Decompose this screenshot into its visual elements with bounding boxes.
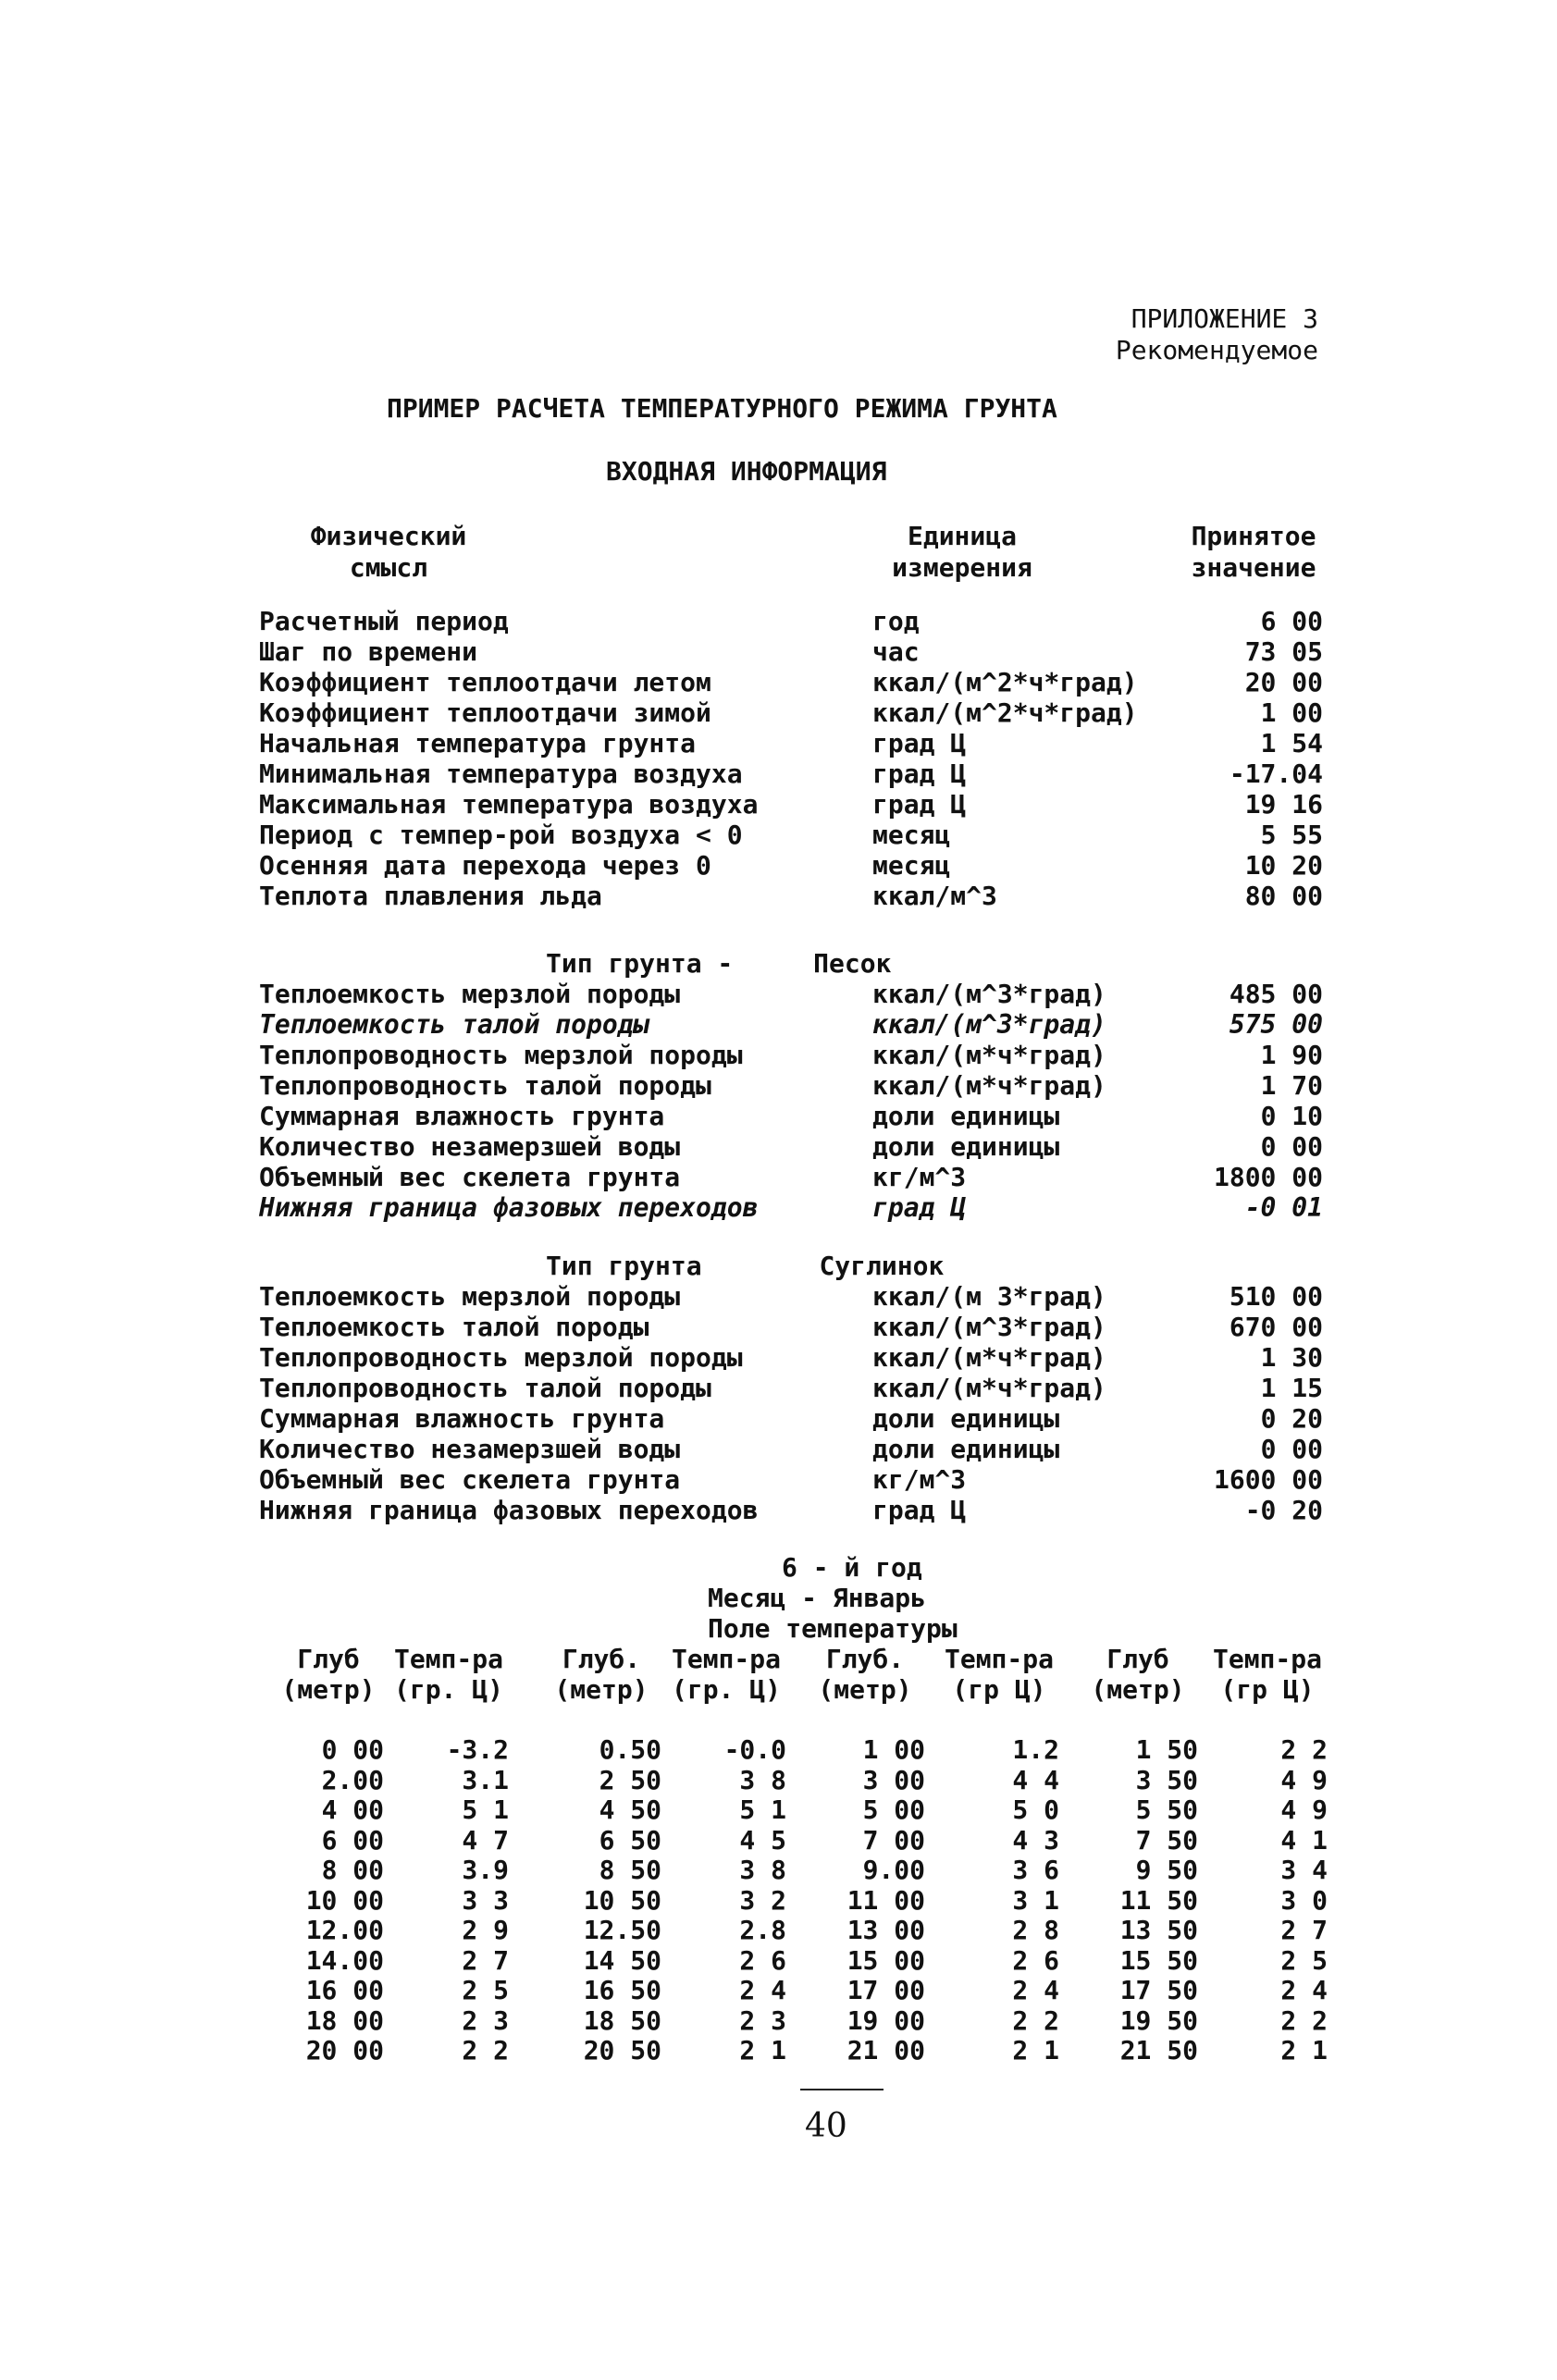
result-month: Месяц - Январь — [708, 1583, 927, 1613]
soil2-param-row — [259, 1342, 1323, 1373]
soil2-param-value: 1 15 — [1260, 1373, 1323, 1403]
soil1-param-row — [259, 1070, 1323, 1101]
temperature-cell: 4 7 — [462, 1824, 509, 1856]
general-param-row — [259, 697, 1323, 728]
soil1-param-row — [259, 1101, 1323, 1131]
general-param-value: 73 05 — [1244, 636, 1323, 667]
general-param-row — [259, 728, 1323, 758]
general-param-name: Шаг по времени — [259, 636, 478, 667]
depth-cell: 20 00 — [305, 2035, 384, 2066]
temperature-header: Темп-ра — [1212, 1644, 1322, 1674]
depth-header: Глуб. — [825, 1644, 905, 1674]
soil1-param-name: Теплоемкость талой породы — [259, 1009, 649, 1040]
appendix-number: ПРИЛОЖЕНИЕ 3 — [1131, 303, 1318, 334]
soil2-param-value: -0 20 — [1244, 1495, 1323, 1525]
general-param-row — [259, 636, 1323, 667]
soil2-param-value: 670 00 — [1229, 1312, 1323, 1342]
soil2-heading — [546, 1251, 944, 1281]
header-meaning-line2: смысл — [349, 552, 428, 583]
soil1-label: Тип грунта - — [546, 948, 734, 979]
general-param-unit: месяц — [872, 820, 951, 850]
temperature-cell: 3.9 — [462, 1855, 509, 1885]
depth-cell: 18 00 — [305, 2004, 384, 2036]
depth-cell: 21 00 — [846, 2035, 925, 2066]
general-param-unit: град Ц — [872, 728, 967, 758]
temperature-cell: 2 3 — [739, 2004, 786, 2036]
soil1-param-name: Количество незамерзшей воды — [259, 1131, 681, 1162]
header-value-line1: Принятое — [1191, 521, 1316, 551]
general-param-row — [259, 667, 1323, 697]
depth-cell: 9 50 — [1135, 1855, 1198, 1885]
soil2-param-row — [259, 1312, 1323, 1342]
soil2-label: Тип грунта — [546, 1251, 702, 1281]
header-value-line2: значение — [1191, 552, 1316, 583]
depth-cell: 17 50 — [1119, 1975, 1198, 2005]
temperature-cell: 4 4 — [1012, 1764, 1059, 1795]
soil2-param-unit: ккал/(м 3*град) — [872, 1281, 1106, 1312]
temperature-cell: -0.0 — [723, 1734, 786, 1765]
general-param-value: 20 00 — [1244, 667, 1323, 697]
temperature-cell: 2 8 — [1012, 1915, 1059, 1945]
soil1-param-name: Нижняя граница фазовых переходов — [259, 1192, 759, 1223]
header-meaning — [278, 521, 500, 584]
soil1-param-value: 1800 00 — [1213, 1162, 1323, 1192]
depth-cell: 0.50 — [599, 1734, 661, 1765]
soil2-param-unit: ккал/(м^3*град) — [872, 1312, 1106, 1342]
depth-cell: 5 50 — [1135, 1794, 1198, 1825]
temperature-cell: 4 5 — [739, 1824, 786, 1856]
depth-cell: 8 00 — [321, 1855, 384, 1885]
depth-cell: 16 00 — [305, 1975, 384, 2005]
temperature-cell: 4 1 — [1280, 1824, 1328, 1856]
temperature-cell: 2 2 — [1280, 2004, 1328, 2036]
temperature-cell: 4 3 — [1012, 1824, 1059, 1856]
temperature-cell: 2 1 — [739, 2035, 786, 2066]
soil2-param-name: Количество незамерзшей воды — [259, 1434, 681, 1464]
temperature-cell: 3 8 — [739, 1855, 786, 1885]
general-param-row — [259, 606, 1323, 636]
soil1-param-row — [259, 1009, 1323, 1040]
depth-cell: 1 00 — [862, 1734, 925, 1765]
soil1-param-name: Объемный вес скелета грунта — [259, 1162, 681, 1192]
soil1-param-unit: ккал/(м*ч*град) — [872, 1070, 1106, 1101]
depth-cell: 10 00 — [305, 1884, 384, 1916]
depth-cell: 2 50 — [599, 1764, 661, 1795]
general-param-value: 5 55 — [1260, 820, 1323, 850]
general-param-unit: месяц — [872, 850, 951, 881]
depth-cell: 7 50 — [1135, 1824, 1198, 1856]
temperature-cell: 2 6 — [1012, 1944, 1059, 1976]
depth-cell: 10 50 — [583, 1884, 661, 1916]
soil2-param-unit: кг/м^3 — [872, 1464, 967, 1495]
soil2-param-name: Объемный вес скелета грунта — [259, 1464, 681, 1495]
soil2-param-unit: град Ц — [872, 1495, 967, 1525]
temperature-cell: 4 9 — [1280, 1764, 1328, 1795]
depth-cell: 7 00 — [862, 1824, 925, 1856]
depth-cell: 16 50 — [583, 1975, 661, 2005]
temperature-cell: -3.2 — [446, 1734, 509, 1765]
soil2-type: Суглинок — [819, 1251, 945, 1281]
soil1-heading — [546, 948, 891, 979]
soil2-param-unit: ккал/(м*ч*град) — [872, 1342, 1106, 1373]
general-param-unit: ккал/м^3 — [872, 881, 997, 911]
temperature-cell: 2 2 — [462, 2035, 509, 2066]
depth-cell: 13 00 — [846, 1915, 925, 1945]
depth-header: (метр) — [818, 1674, 912, 1705]
soil2-param-name: Теплопроводность талой породы — [259, 1373, 711, 1403]
general-param-value: 10 20 — [1244, 850, 1323, 881]
soil1-param-name: Теплопроводность мерзлой породы — [259, 1040, 743, 1070]
depth-cell: 11 00 — [846, 1884, 925, 1916]
soil1-param-name: Теплоемкость мерзлой породы — [259, 979, 681, 1009]
soil1-param-unit: град Ц — [872, 1192, 967, 1223]
temperature-cell: 3 8 — [739, 1764, 786, 1795]
soil2-param-row — [259, 1495, 1323, 1525]
general-param-unit: град Ц — [872, 758, 967, 789]
depth-header: (метр) — [554, 1674, 649, 1705]
soil1-param-value: 0 00 — [1260, 1131, 1323, 1162]
general-param-row — [259, 789, 1323, 820]
depth-cell: 12.00 — [305, 1915, 384, 1945]
depth-header: (метр) — [281, 1674, 376, 1705]
result-field: Поле температуры — [708, 1613, 958, 1644]
depth-cell: 4 50 — [599, 1794, 661, 1825]
general-param-value: 1 54 — [1260, 728, 1323, 758]
temperature-cell: 2 4 — [739, 1975, 786, 2005]
depth-cell: 14 50 — [583, 1944, 661, 1976]
depth-cell: 5 00 — [862, 1794, 925, 1825]
temperature-cell: 2 3 — [462, 2004, 509, 2036]
temperature-cell: 3 2 — [739, 1884, 786, 1916]
depth-cell: 19 50 — [1119, 2004, 1198, 2036]
soil2-param-unit: доли единицы — [872, 1403, 1060, 1434]
general-param-name: Коэффициент теплоотдачи летом — [259, 667, 711, 697]
general-param-value: 6 00 — [1260, 606, 1323, 636]
depth-cell: 0 00 — [321, 1734, 384, 1765]
general-param-unit: ккал/(м^2*ч*град) — [872, 667, 1138, 697]
soil1-param-unit: ккал/(м^3*град) — [872, 979, 1106, 1009]
soil2-param-name: Нижняя граница фазовых переходов — [259, 1495, 759, 1525]
general-param-row — [259, 820, 1323, 850]
soil2-param-name: Суммарная влажность грунта — [259, 1403, 665, 1434]
depth-cell: 4 00 — [321, 1794, 384, 1825]
soil2-param-row — [259, 1434, 1323, 1464]
depth-cell: 14.00 — [305, 1944, 384, 1976]
soil1-param-unit: ккал/(м*ч*град) — [872, 1040, 1106, 1070]
soil1-param-value: 0 10 — [1260, 1101, 1323, 1131]
general-param-unit: год — [872, 606, 920, 636]
soil2-param-value: 0 00 — [1260, 1434, 1323, 1464]
soil2-param-row — [259, 1281, 1323, 1312]
depth-cell: 6 00 — [321, 1824, 384, 1856]
temperature-header: Темп-ра — [944, 1644, 1054, 1674]
temperature-cell: 2 5 — [1280, 1944, 1328, 1976]
soil1-param-unit: доли единицы — [872, 1131, 1060, 1162]
temperature-cell: 2 2 — [1012, 2004, 1059, 2036]
section-title: ВХОДНАЯ ИНФОРМАЦИЯ — [606, 456, 887, 487]
temperature-cell: 3 6 — [1012, 1855, 1059, 1885]
soil1-param-row — [259, 1040, 1323, 1070]
temperature-cell: 3 1 — [1012, 1884, 1059, 1916]
soil2-param-name: Теплоемкость талой породы — [259, 1312, 649, 1342]
depth-header: Глуб — [1106, 1644, 1169, 1674]
depth-cell: 11 50 — [1119, 1884, 1198, 1916]
soil2-param-value: 0 20 — [1260, 1403, 1323, 1434]
soil1-param-name: Суммарная влажность грунта — [259, 1101, 665, 1131]
temperature-cell: 2 1 — [1012, 2035, 1059, 2066]
soil2-param-value: 1 30 — [1260, 1342, 1323, 1373]
general-param-unit: град Ц — [872, 789, 967, 820]
appendix-label — [1116, 303, 1318, 366]
soil2-param-row — [259, 1403, 1323, 1434]
temperature-cell: 2 4 — [1280, 1975, 1328, 2005]
depth-cell: 8 50 — [599, 1855, 661, 1885]
general-param-name: Период с темпер-рой воздуха < 0 — [259, 820, 743, 850]
temperature-cell: 1.2 — [1012, 1734, 1059, 1765]
appendix-status: Рекомендуемое — [1115, 335, 1318, 365]
temperature-header: (гр Ц) — [952, 1674, 1046, 1705]
soil1-param-value: 1 70 — [1260, 1070, 1323, 1101]
depth-cell: 12.50 — [583, 1915, 661, 1945]
temperature-header: (гр. Ц) — [393, 1674, 503, 1705]
general-param-unit: ккал/(м^2*ч*град) — [872, 697, 1138, 728]
general-param-row — [259, 758, 1323, 789]
general-param-value: 19 16 — [1244, 789, 1323, 820]
soil2-param-name: Теплопроводность мерзлой породы — [259, 1342, 743, 1373]
soil1-param-row — [259, 1162, 1323, 1192]
depth-cell: 13 50 — [1119, 1915, 1198, 1945]
depth-cell: 3 00 — [862, 1764, 925, 1795]
header-meaning-line1: Физический — [310, 521, 467, 551]
depth-header: Глуб — [297, 1644, 360, 1674]
soil1-param-value: 575 00 — [1229, 1009, 1323, 1040]
temperature-cell: 3 4 — [1280, 1855, 1328, 1885]
soil1-param-unit: кг/м^3 — [872, 1162, 967, 1192]
temperature-cell: 5 0 — [1012, 1794, 1059, 1825]
temperature-header: (гр. Ц) — [671, 1674, 781, 1705]
temperature-header: Темп-ра — [393, 1644, 503, 1674]
header-unit-line1: Единица — [907, 521, 1017, 551]
soil1-param-value: -0 01 — [1244, 1192, 1323, 1223]
general-param-name: Максимальная температура воздуха — [259, 789, 759, 820]
general-param-value: 80 00 — [1244, 881, 1323, 911]
temperature-cell: 5 1 — [739, 1794, 786, 1825]
soil1-param-name: Теплопроводность талой породы — [259, 1070, 711, 1101]
soil2-param-value: 1600 00 — [1213, 1464, 1323, 1495]
general-param-name: Коэффициент теплоотдачи зимой — [259, 697, 711, 728]
temperature-cell: 2 4 — [1012, 1975, 1059, 2005]
soil1-param-row — [259, 1131, 1323, 1162]
temperature-cell: 2 2 — [1280, 1734, 1328, 1765]
depth-header: Глуб. — [562, 1644, 641, 1674]
depth-cell: 17 00 — [846, 1975, 925, 2005]
temperature-cell: 3 3 — [462, 1884, 509, 1916]
general-param-name: Начальная температура грунта — [259, 728, 697, 758]
soil2-param-row — [259, 1464, 1323, 1495]
depth-cell: 9.00 — [862, 1855, 925, 1885]
depth-cell: 21 50 — [1119, 2035, 1198, 2066]
soil2-param-value: 510 00 — [1229, 1281, 1323, 1312]
header-unit — [860, 521, 1064, 584]
depth-cell: 18 50 — [583, 2004, 661, 2036]
depth-cell: 15 00 — [846, 1944, 925, 1976]
soil1-param-unit: ккал/(м^3*град) — [872, 1009, 1106, 1040]
temperature-cell: 3 0 — [1280, 1884, 1328, 1916]
soil1-param-value: 485 00 — [1229, 979, 1323, 1009]
soil2-param-name: Теплоемкость мерзлой породы — [259, 1281, 681, 1312]
depth-cell: 19 00 — [846, 2004, 925, 2036]
footer-rule — [800, 2089, 884, 2090]
soil1-type: Песок — [813, 948, 892, 979]
soil1-param-value: 1 90 — [1260, 1040, 1323, 1070]
page-number: 40 — [805, 2107, 847, 2145]
depth-cell: 2.00 — [321, 1764, 384, 1795]
depth-cell: 6 50 — [599, 1824, 661, 1856]
soil2-param-unit: доли единицы — [872, 1434, 1060, 1464]
result-year: 6 - й год — [782, 1552, 922, 1583]
header-unit-line2: измерения — [892, 552, 1032, 583]
header-value — [1166, 521, 1341, 584]
depth-header: (метр) — [1091, 1674, 1185, 1705]
temperature-cell: 2 5 — [462, 1975, 509, 2005]
soil2-param-unit: ккал/(м*ч*град) — [872, 1373, 1106, 1403]
general-param-value: 1 00 — [1260, 697, 1323, 728]
depth-cell: 3 50 — [1135, 1764, 1198, 1795]
general-param-value: -17.04 — [1229, 758, 1323, 789]
general-param-unit: час — [872, 636, 920, 667]
soil1-param-row — [259, 979, 1323, 1009]
temperature-cell: 2 9 — [462, 1915, 509, 1945]
temperature-cell: 2 7 — [462, 1944, 509, 1976]
temperature-cell: 2 7 — [1280, 1915, 1328, 1945]
general-param-name: Осенняя дата перехода через 0 — [259, 850, 711, 881]
temperature-cell: 2 6 — [739, 1944, 786, 1976]
temperature-header: (гр Ц) — [1220, 1674, 1315, 1705]
soil1-param-unit: доли единицы — [872, 1101, 1060, 1131]
depth-cell: 20 50 — [583, 2035, 661, 2066]
general-param-row — [259, 881, 1323, 911]
depth-cell: 15 50 — [1119, 1944, 1198, 1976]
soil2-param-row — [259, 1373, 1323, 1403]
depth-cell: 1 50 — [1135, 1734, 1198, 1765]
general-param-name: Теплота плавления льда — [259, 881, 602, 911]
temperature-header: Темп-ра — [671, 1644, 781, 1674]
temperature-cell: 5 1 — [462, 1794, 509, 1825]
temperature-cell: 2.8 — [739, 1915, 786, 1945]
temperature-cell: 4 9 — [1280, 1794, 1328, 1825]
general-param-name: Минимальная температура воздуха — [259, 758, 743, 789]
temperature-cell: 2 1 — [1280, 2035, 1328, 2066]
general-param-row — [259, 850, 1323, 881]
general-param-name: Расчетный период — [259, 606, 509, 636]
soil1-param-row — [259, 1192, 1323, 1223]
temperature-cell: 3.1 — [462, 1764, 509, 1795]
page-title: ПРИМЕР РАСЧЕТА ТЕМПЕРАТУРНОГО РЕЖИМА ГРУНТА — [387, 393, 1057, 424]
